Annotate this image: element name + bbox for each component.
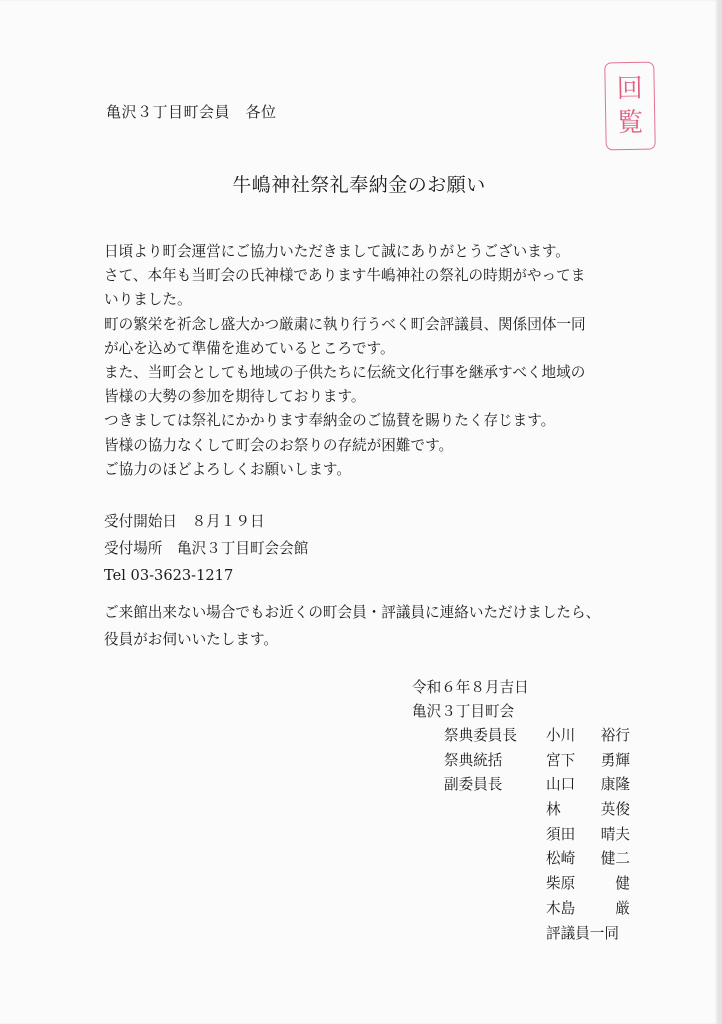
roster-role: 副委員長 <box>444 776 503 794</box>
body-line: 日頃より町会運営にご協力いただきまして誠にありがとうございます。 <box>104 243 570 260</box>
body-line: 皆様の大勢の参加を期待しております。 <box>104 388 366 406</box>
roster-name <box>546 847 630 872</box>
roster-name <box>546 798 630 823</box>
note-line: 役員がお伺いいたします。 <box>104 631 278 648</box>
reception-info <box>104 508 308 589</box>
roster-name <box>546 922 630 947</box>
roster-given-name: 裕行 <box>600 727 630 744</box>
roster-role: 祭典委員長 <box>444 727 517 744</box>
roster-given-name: 健二 <box>600 850 630 868</box>
roster-name <box>546 749 630 774</box>
stamp-char-1: 回 <box>616 73 643 105</box>
body-line: いりました。 <box>104 291 192 309</box>
roster-family-name: 宮下 <box>546 751 576 769</box>
roster-name <box>546 823 630 848</box>
body-line: 皆様の協力なくして町会のお祭りの存続が困難です。 <box>104 436 454 454</box>
roster-family-name: 山口 <box>546 776 576 794</box>
roster-family-name: 小川 <box>546 727 576 744</box>
body-line: つきましては祭礼にかかります奉納金のご協賛を賜りたく存じます。 <box>104 412 556 430</box>
page-edge <box>718 0 722 1024</box>
roster-group-name: 評議員一同 <box>546 924 619 942</box>
roster-role: 祭典統括 <box>444 751 503 769</box>
roster-name <box>546 724 630 749</box>
roster-given-name: 晴夫 <box>600 825 630 843</box>
sender-organization: 亀沢３丁目町会 <box>412 703 515 720</box>
body-line: 町の繁栄を祈念し盛大かつ厳粛に執り行うべく町会評議員、関係団体一同 <box>104 315 586 333</box>
body-line: ご協力のほどよろしくお願いします。 <box>104 460 351 478</box>
circulation-stamp <box>604 62 656 151</box>
roster-name <box>546 773 630 798</box>
reception-start-date: 受付開始日 ８月１９日 <box>104 513 265 530</box>
roster-name <box>546 897 630 922</box>
roster-family-name: 柴原 <box>546 875 576 893</box>
body-line: また、当町会としても地域の子供たちに伝統文化行事を継承すべく地域の <box>104 363 586 381</box>
body-line: が心を込めて準備を進めているところです。 <box>104 339 395 357</box>
visit-note <box>104 599 600 653</box>
document-title: 牛嶋神社祭礼奉納金のお願い <box>232 174 486 196</box>
roster-family-name: 須田 <box>546 825 576 843</box>
note-line: ご来館出来ない場合でもお近くの町会員・評議員に連絡いただけましたら、 <box>104 604 601 621</box>
roster-family-name: 木島 <box>546 899 576 917</box>
reception-phone: Tel 03-3623-1217 <box>104 567 234 584</box>
roster-given-name: 英俊 <box>600 801 630 819</box>
roster-family-name: 松崎 <box>546 850 576 868</box>
body-text <box>104 240 586 482</box>
roster-family-name: 林 <box>546 801 561 819</box>
roster-given-name: 健 <box>615 875 630 893</box>
roster-given-name: 勇輝 <box>600 751 630 769</box>
addressee: 亀沢３丁目町会員 各位 <box>106 103 277 121</box>
roster-name <box>546 872 630 897</box>
body-line: さて、本年も当町会の氏神様であります牛嶋神社の祭礼の時期がやってま <box>104 267 586 285</box>
reception-place: 受付場所 亀沢３丁目町会会館 <box>104 540 309 557</box>
issue-date: 令和６年８月吉日 <box>412 679 529 696</box>
stamp-char-2: 覧 <box>617 107 644 139</box>
roster-given-name: 厳 <box>615 899 630 917</box>
roster-given-name: 康隆 <box>600 776 630 794</box>
